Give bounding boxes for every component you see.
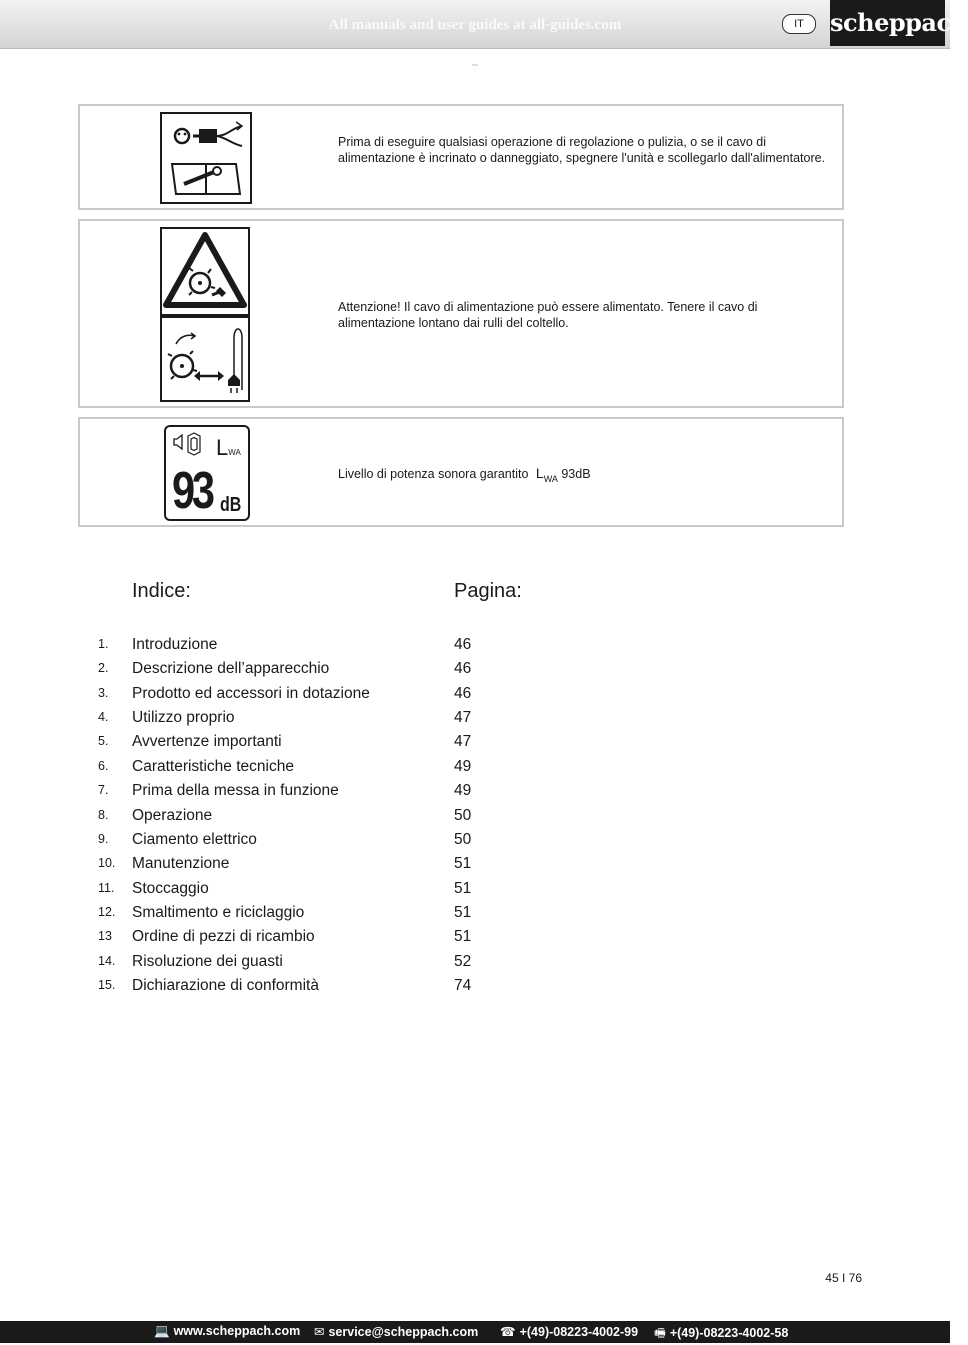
toc-item-9 xyxy=(0,831,950,855)
warning-panel-sound xyxy=(78,417,844,527)
toc-title: Avvertenze importanti xyxy=(132,733,282,750)
sound-power-symbol xyxy=(535,465,558,484)
toc-page: 49 xyxy=(454,782,472,799)
divider xyxy=(472,64,478,66)
toc-num: 11. xyxy=(98,881,115,895)
toc-item-8 xyxy=(0,807,950,831)
toc-num: 5. xyxy=(98,734,109,748)
toc-page: 50 xyxy=(454,831,472,848)
footer-fax-text: +(49)-08223-4002-58 xyxy=(669,1326,789,1340)
fax-icon: 🖷 xyxy=(654,1326,666,1340)
toc-num: 4. xyxy=(98,710,109,724)
sound-power-text xyxy=(338,465,828,487)
toc-num: 12. xyxy=(98,905,116,919)
header-band xyxy=(0,0,968,49)
toc-page: 51 xyxy=(454,928,472,945)
badge-number: 93 xyxy=(172,462,212,520)
badge-symbol xyxy=(216,437,241,464)
toc-num: 6. xyxy=(98,759,109,773)
toc-item-2 xyxy=(0,660,950,684)
warning-panel-unplug xyxy=(78,104,844,210)
toc-item-6 xyxy=(0,758,950,782)
blade-warning-triangle-icon xyxy=(160,227,250,316)
toc-num: 10. xyxy=(98,856,116,870)
sound-power-symbol-main: L xyxy=(535,465,544,481)
toc-heading-page: Pagina: xyxy=(454,580,522,602)
toc-num: 7. xyxy=(98,783,109,797)
toc-page: 46 xyxy=(454,685,472,702)
page-number: 45 I 76 xyxy=(825,1271,862,1285)
toc-page: 47 xyxy=(454,733,472,750)
toc-page: 49 xyxy=(454,758,472,775)
toc-page: 46 xyxy=(454,660,472,677)
toc-item-12 xyxy=(0,904,950,928)
toc-num: 3. xyxy=(98,686,109,700)
badge-unit: dB xyxy=(220,494,242,516)
badge-value xyxy=(172,462,212,520)
telephone-icon: ☎ xyxy=(500,1325,516,1339)
toc-page: 47 xyxy=(454,709,472,726)
toc-item-14 xyxy=(0,953,950,977)
toc-page: 51 xyxy=(454,855,472,872)
toc-num: 14. xyxy=(98,954,116,968)
toc-item-5 xyxy=(0,733,950,757)
brand-logo: scheppach xyxy=(830,0,945,46)
toc-item-11 xyxy=(0,880,950,904)
toc-title: Stoccaggio xyxy=(132,880,209,897)
footer-phone[interactable] xyxy=(500,1324,638,1339)
toc-page: 46 xyxy=(454,636,472,653)
watermark: All manuals and user guides at all-guides.com xyxy=(328,17,622,33)
toc-item-15 xyxy=(0,977,950,1001)
toc-page: 52 xyxy=(454,953,472,970)
toc-num: 15. xyxy=(98,978,116,992)
toc-num: 8. xyxy=(98,808,109,822)
toc-title: Ordine di pezzi di ricambio xyxy=(132,928,315,945)
toc-num: 2. xyxy=(98,661,109,675)
toc-item-3 xyxy=(0,685,950,709)
toc-heading-title: Indice: xyxy=(132,580,191,602)
toc-title: Prima della messa in funzione xyxy=(132,782,339,799)
unplug-before-maintenance-icon xyxy=(160,112,252,204)
footer-fax[interactable] xyxy=(654,1324,788,1345)
footer-bar xyxy=(0,1321,950,1343)
toc-title: Operazione xyxy=(132,807,213,824)
toc-num: 13 xyxy=(98,929,112,943)
toc-title: Smaltimento e riciclaggio xyxy=(132,904,305,921)
warning-text-unplug: Prima di eseguire qualsiasi operazione di regolazione o pulizia, o se il cavo di alimentazione è incrinato o danneggiato, spegnere l'unità e scollegarlo dall'alimentatore. xyxy=(338,135,826,165)
footer-email[interactable] xyxy=(314,1324,478,1339)
toc-item-4 xyxy=(0,709,950,733)
footer-email-text: service@scheppach.com xyxy=(328,1325,479,1339)
footer-phone-text: +(49)-08223-4002-99 xyxy=(519,1325,639,1339)
toc-title: Caratteristiche tecniche xyxy=(132,758,294,775)
warning-text-blades: Attenzione! Il cavo di alimentazione può essere alimentato. Tenere il cavo di alimentazione lontano dai rulli del coltello. xyxy=(338,300,758,330)
toc-page: 51 xyxy=(454,904,472,921)
toc-title: Dichiarazione di conformità xyxy=(132,977,319,994)
toc-item-10 xyxy=(0,855,950,879)
toc-page: 74 xyxy=(454,977,472,994)
toc-title: Utilizzo proprio xyxy=(132,709,235,726)
toc-title: Prodotto ed accessori in dotazione xyxy=(132,685,370,702)
footer-website[interactable] xyxy=(154,1324,300,1339)
badge-symbol-sub: WA xyxy=(228,448,241,457)
toc-page: 50 xyxy=(454,807,472,824)
computer-icon: 💻 xyxy=(154,1324,170,1338)
badge-symbol-main: L xyxy=(216,435,229,460)
toc-title: Ciamento elettrico xyxy=(132,831,257,848)
toc-num: 9. xyxy=(98,832,109,846)
toc-title: Descrizione dell’apparecchio xyxy=(132,660,330,677)
sound-power-value: 93dB xyxy=(561,467,591,481)
toc-num: 1. xyxy=(98,637,109,651)
toc-title: Manutenzione xyxy=(132,855,230,872)
sound-power-label: Livello di potenza sonora garantito xyxy=(338,467,529,481)
toc-title: Risoluzione dei guasti xyxy=(132,953,283,970)
warning-panel-blades xyxy=(78,219,844,408)
toc-title: Introduzione xyxy=(132,636,218,653)
sound-power-symbol-sub: WA xyxy=(543,473,558,484)
sound-waves-icon xyxy=(182,430,206,458)
toc-item-1 xyxy=(0,636,950,660)
footer-website-text: www.scheppach.com xyxy=(173,1324,301,1338)
sound-power-badge xyxy=(164,425,250,521)
language-badge: IT xyxy=(782,14,816,34)
envelope-icon: ✉ xyxy=(314,1325,325,1339)
toc-page: 51 xyxy=(454,880,472,897)
toc-item-7 xyxy=(0,782,950,806)
toc-item-13 xyxy=(0,928,950,952)
keep-cable-away-from-blades-icon xyxy=(160,316,250,402)
